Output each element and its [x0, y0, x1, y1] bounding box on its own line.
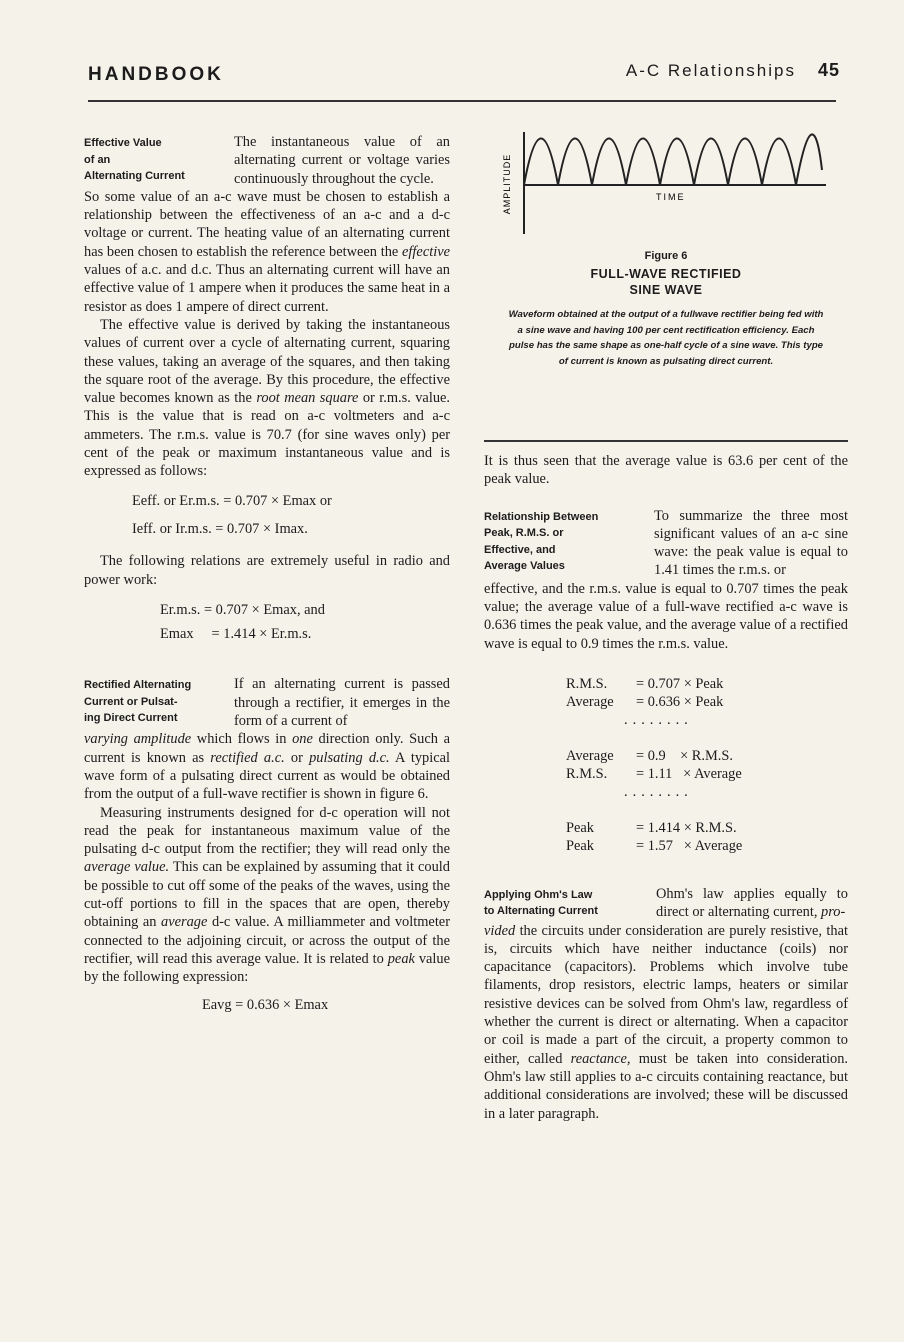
sidehead-line: Peak, R.M.S. or	[484, 527, 564, 540]
paragraph: The following relations are extremely useful in radio and power work:	[84, 553, 450, 588]
figure-caption: Waveform obtained at the output of a fullwave rectifier being fed with a sine wave and having 100 per cent rectification efficiency. Each pulse has the same shape as one-half cycle of a sine wave. This type of current is known as pulsating direct current.	[508, 309, 824, 367]
figure-title	[484, 266, 848, 298]
paragraph: The effective value is derived by taking the instantaneous values of current over a cycle of alternating current, squaring these values, taking an average of the squares, and then taking the square root of the average. By this procedure, the effective value becomes known as the root mean square or r.m.s. value. This is the value that is read on a-c voltmeters and a-c ammeters. The r.m.s. value is 70.7 (for sine waves only) per cent of the peak or maximum instantaneous value and is expressed as follows:	[84, 316, 450, 480]
equation: Eeff. or Er.m.s. = 0.707 × Emax or	[132, 492, 332, 509]
left-column	[84, 133, 450, 1015]
sidehead-ohms-law	[484, 885, 656, 922]
time-axis-label: TIME	[656, 192, 686, 202]
sidehead-line: Average Values	[484, 560, 565, 573]
page-number: 45	[817, 60, 840, 80]
paragraph: effective, and the r.m.s. value is equal to 0.707 times the peak value; the average value of a full-wave rectified a-c wave is 0.636 times the peak value, and the average value of a rectified wave is equal to 0.9 times the r.m.s. value.	[484, 580, 848, 652]
sidehead-line: Effective Value	[84, 137, 162, 149]
sidehead-text: If an alternating current is passed through a rectifier, it emerges in the form of a current of	[234, 676, 450, 730]
sidehead-line: Current or Pulsat-	[84, 695, 178, 708]
sidehead-line: to Alternating Current	[484, 905, 598, 918]
sidehead-text: Ohm's law applies equally to direct or alternating current, pro-	[656, 885, 848, 921]
running-head-title: A-C Relationships	[625, 61, 796, 80]
sidehead-line: of an	[84, 153, 111, 166]
figure-6	[484, 118, 848, 442]
sidehead-line: Rectified Alternating	[84, 679, 192, 692]
sidehead-text: To summarize the three most significant values of an a-c sine wave: the peak value is equal to 1.41 times the r.m.s. or	[654, 507, 848, 579]
summary-term: R.M.S.	[566, 765, 608, 782]
section-effective-value	[84, 133, 450, 188]
paragraph: Measuring instruments designed for d-c operation will not read the peak for instantaneous maximum value of the pulsating d-c output from the rectifier; they will read only the average value. This can be explained by assuming that it could be possible to cut off some of the peaks of the waves, using the cut-off portions to fill in the spaces that are open, thereby obtaining an average d-c value. A milliammeter and voltmeter connected to the adjoining circuit, or across the output of the rectifier, will read this average value. It is related to peak value by the following expression:	[84, 804, 450, 986]
amplitude-axis-label: AMPLITUDE	[502, 153, 512, 215]
summary-term: Average	[566, 747, 614, 764]
summary-term: Average	[566, 693, 614, 710]
sidehead-effective-value	[84, 133, 234, 188]
summary-term: Peak	[566, 837, 594, 854]
emphasis: root mean square	[256, 390, 359, 407]
full-wave-rectified-waveform	[500, 118, 830, 238]
sidehead-line: Relationship Between	[484, 510, 599, 523]
paragraph: vided the circuits under consideration are purely resistive, that is, circuits which have neither inductance (coils) nor capacitance (capacitors). Problems which involve tube filaments, drop resistors, electric lamps, heaters or similar resistive devices can be solved from Ohm's law, regardless of whether the current is direct or alternating. When a capacitor or coil is made a part of the circuit, a property common to either, called reactance, must be taken into consideration. Ohm's law still applies to a-c circuits containing reactance, but additional considerations are involved; these will be discussed in a later paragraph.	[484, 922, 848, 1122]
paragraph: varying amplitude which flows in one direction only. Such a current is known as rectified a.c. or pulsating d.c. A typical wave form of a pulsating direct current as would be obtained from the output of a full-wave rectifier is shown in figure 6.	[84, 731, 450, 803]
header-rule	[88, 100, 836, 102]
sidehead-relationship	[484, 507, 654, 580]
summary-row	[566, 675, 723, 693]
sidehead-line: ing Direct Current	[84, 712, 178, 725]
summary-value: = 0.636 × Peak	[636, 693, 724, 710]
equation: Emax = 1.414 × Er.m.s.	[160, 626, 312, 643]
figure-title-line: FULL-WAVE RECTIFIED	[590, 267, 742, 281]
summary-row	[566, 765, 742, 783]
section-relationship	[484, 507, 848, 580]
sidehead-text: The instantaneous value of an alternating current or voltage varies continuously throughout the cycle.	[234, 134, 450, 187]
equation: Ieff. or Ir.m.s. = 0.707 × Imax.	[132, 520, 308, 537]
sidehead-line: Applying Ohm's Law	[484, 888, 593, 901]
equation: Er.m.s. = 0.707 × Emax, and	[160, 601, 325, 618]
summary-row	[566, 747, 742, 765]
figure-number: Figure 6	[644, 250, 688, 262]
running-head-left: HANDBOOK	[88, 64, 224, 85]
sidehead-line: Alternating Current	[84, 170, 185, 182]
waveform-pulses	[524, 134, 822, 185]
running-head-right	[626, 60, 840, 81]
equation: Eavg = 0.636 × Emax	[202, 997, 329, 1014]
right-column	[484, 118, 848, 1123]
sidehead-line: Effective, and	[484, 543, 556, 556]
summary-row	[566, 693, 723, 711]
summary-table	[566, 675, 848, 855]
separator-dots: ........	[624, 783, 693, 800]
summary-term: R.M.S.	[566, 675, 608, 692]
summary-value: = 1.414 × R.M.S.	[636, 819, 737, 836]
summary-value: = 0.9 × R.M.S.	[636, 747, 733, 764]
summary-row	[566, 819, 742, 837]
summary-term: Peak	[566, 819, 594, 836]
paragraph: It is thus seen that the average value is 63.6 per cent of the peak value.	[484, 453, 848, 488]
paragraph: So some value of an a-c wave must be chosen to establish a relationship between the effectiveness of an a-c and a d-c voltage or current. The heating value of an alternating current has been chosen to establish the reference between the effective values of a.c. and d.c. Thus an alternating current will have an effective value of 1 ampere when it produces the same heat in a resistor as does 1 ampere of direct current.	[84, 188, 450, 315]
summary-value: = 1.11 × Average	[636, 765, 742, 782]
emphasis: effective	[402, 243, 450, 260]
summary-row	[566, 837, 742, 855]
sidehead-rectified	[84, 675, 234, 730]
summary-value: = 0.707 × Peak	[636, 675, 724, 692]
separator-dots: ........	[624, 711, 693, 728]
section-rectified-current	[84, 675, 450, 730]
summary-value: = 1.57 × Average	[636, 837, 743, 854]
section-ohms-law	[484, 885, 848, 922]
figure-title-line: SINE WAVE	[629, 283, 703, 297]
